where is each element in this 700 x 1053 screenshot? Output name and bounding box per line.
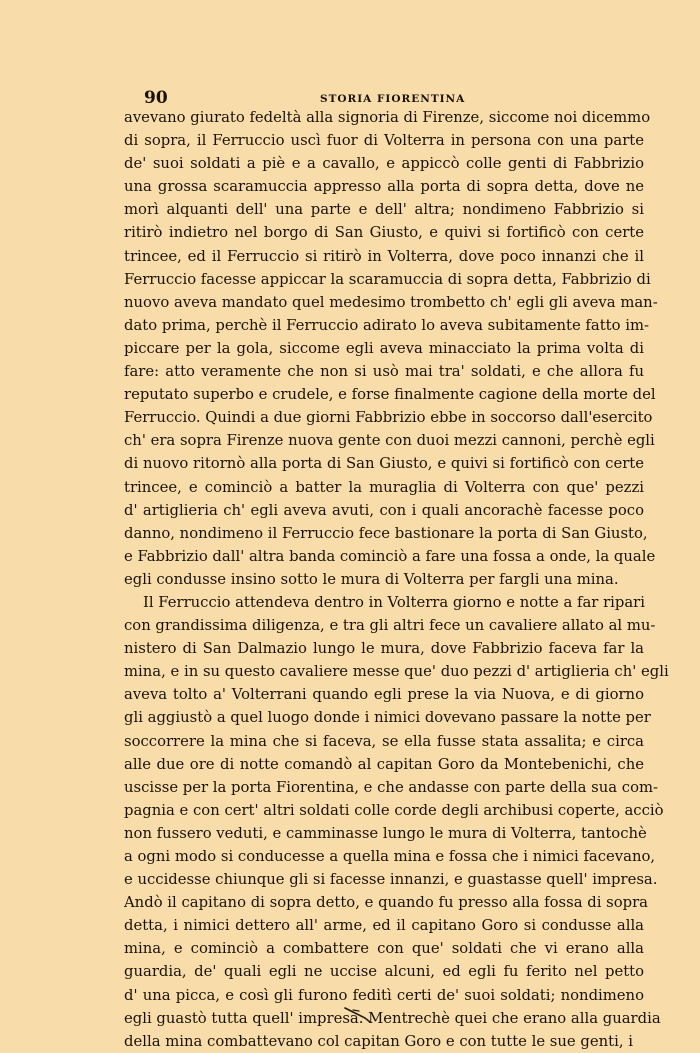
text-line: e uccidesse chiunque gli si facesse innanzi, e guastasse quell' impresa. (124, 871, 658, 889)
text-line: una grossa scaramuccia appresso alla porta di sopra detta, dove ne (124, 178, 644, 196)
text-line: aveva tolto a' Volterrani quando egli prese la via Nuova, e di giorno (124, 686, 644, 704)
text-line: di nuovo ritornò alla porta di San Giusto, e quivi si fortificò con certe (124, 455, 644, 473)
text-line: a ogni modo si conducesse a quella mina e fossa che i nimici facevano, (124, 848, 656, 865)
text-line: mina, e in su questo cavaliere messe que' duo pezzi d' artiglieria ch' egli (124, 663, 669, 681)
text-line: ch' era sopra Firenze nuova gente con duoi mezzi cannoni, perchè egli (124, 432, 655, 450)
text-line: Ferruccio facesse appiccar la scaramuccia di sopra detta, Fabbrizio di (124, 270, 651, 288)
text-line: con grandissima diligenza, e tra gli altri fece un cavaliere allato al mu- (124, 617, 656, 635)
body-text (124, 106, 669, 1053)
text-line: ritirò indietro nel borgo di San Giusto, e quivi si fortificò con certe (124, 224, 644, 242)
text-line: Il Ferruccio attendeva dentro in Volterra giorno e notte a far ripari (143, 593, 645, 611)
text-line: d' una picca, e così gli furono feditì certi de' suoi soldati; nondimeno (124, 986, 644, 1004)
text-line: danno, nondimeno il Ferruccio fece bastionare la porta di San Giusto, (124, 524, 648, 542)
text-line: nuovo aveva mandato quel medesimo trombetto ch' egli gli aveva man- (124, 293, 658, 311)
text-line: egli guastò tutta quell' impresa. Mentrechè quei che erano alla guardia (124, 1009, 661, 1027)
text-line: soccorrere la mina che si faceva, se ella fusse stata assalita; e circa (124, 732, 644, 750)
text-line: uscisse per la porta Fiorentina, e che andasse con parte della sua com- (124, 778, 659, 796)
page-number: 90 (144, 88, 168, 108)
text-line: della mina combattevano col capitan Goro e con tutte le sue genti, i (124, 1032, 633, 1050)
text-line: alle due ore di notte comandò al capitan Goro da Montebenichi, che (124, 755, 644, 773)
text-line: pagnia e con cert' altri soldati colle corde degli archibusi coperte, acciò (124, 801, 664, 819)
text-line: gli aggiustò a quel luogo donde i nimici dovevano passare la notte per (124, 709, 651, 727)
text-line: dato prima, perchè il Ferruccio adirato lo aveva subitamente fatto im- (124, 316, 649, 334)
text-line: guardia, de' quali egli ne uccise alcuni, ed egli fu ferito nel petto (124, 963, 644, 981)
text-line: egli condusse insino sotto le mura di Volterra per fargli una mina. (124, 570, 619, 588)
text-line: nistero di San Dalmazio lungo le mura, dove Fabbrizio faceva far la (124, 640, 644, 658)
text-line: d' artiglieria ch' egli aveva avuti, con i quali ancorachè facesse poco (124, 501, 644, 519)
ink-mark-icon (343, 1004, 373, 1024)
text-line: piccare per la gola, siccome egli aveva minacciato la prima volta di (124, 339, 644, 357)
text-line: avevano giurato fedeltà alla signoria di Firenze, siccome noi dicemmo (124, 109, 651, 126)
text-line: trincee, e cominciò a batter la muraglia di Volterra con que' pezzi (124, 478, 644, 496)
text-line: e Fabbrizio dall' altra banda cominciò a fare una fossa a onde, la quale (124, 547, 656, 565)
text-line: reputato superbo e crudele, e forse finalmente cagione della morte del (124, 386, 656, 404)
text-line: Ferruccio. Quindi a due giorni Fabbrizio ebbe in soccorso dall'esercito (124, 409, 653, 427)
text-line: di sopra, il Ferruccio uscì fuor di Volterra in persona con una parte (124, 132, 644, 150)
text-line: non fussero veduti, e camminasse lungo le mura di Volterra, tantochè (124, 824, 647, 842)
text-line: trincee, ed il Ferruccio si ritirò in Volterra, dove poco innanzi che il (124, 247, 644, 265)
text-line: detta, i nimici dettero all' arme, ed il capitano Goro si condusse alla (124, 917, 644, 935)
text-line: fare: atto veramente che non si usò mai tra' soldati, e che allora fu (124, 363, 644, 381)
running-title: STORIA FIORENTINA (320, 93, 466, 105)
text-line: Andò il capitano di sopra detto, e quando fu presso alla fossa di sopra (124, 894, 649, 912)
text-line: mina, e cominciò a combattere con que' soldati che vi erano alla (124, 940, 644, 958)
text-line: de' suoi soldati a piè e a cavallo, e appiccò colle genti di Fabbrizio (124, 155, 644, 173)
text-line: morì alquanti dell' una parte e dell' altra; nondimeno Fabbrizio si (124, 201, 644, 219)
